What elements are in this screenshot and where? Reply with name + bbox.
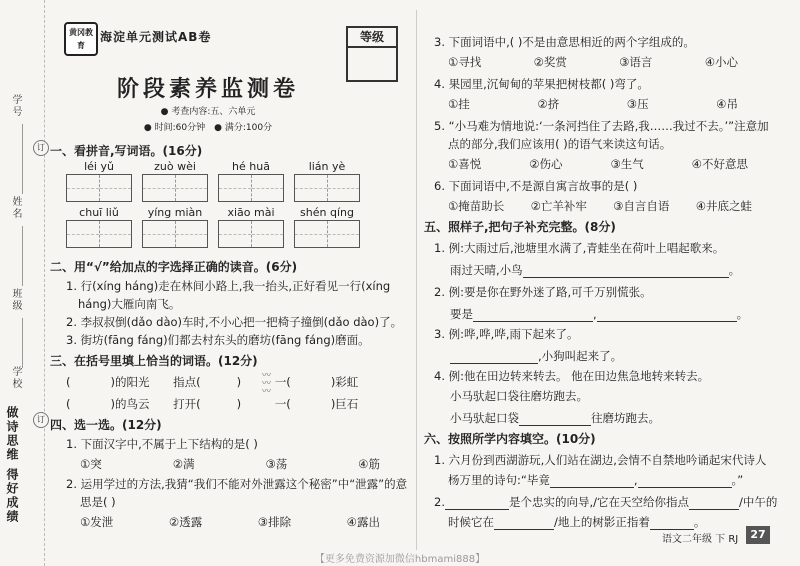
s4-q1-options[interactable]: ①突 ②满 ③荡 ④筋 bbox=[80, 457, 380, 471]
pinyin-item[interactable] bbox=[218, 160, 284, 202]
page-divider bbox=[416, 10, 417, 550]
writing-grid[interactable] bbox=[66, 174, 132, 202]
s2-line-3[interactable]: 2. 李叔叔倒(dǎo dào)车时,不小心把一把椅子撞倒(dǎo dào)了。 bbox=[66, 315, 403, 329]
page-number: 27 bbox=[746, 526, 770, 544]
s5-example-2: 2. 例:要是你在野外迷了路,可千万别慌张。 bbox=[434, 285, 652, 299]
pinyin-item[interactable] bbox=[142, 160, 208, 202]
name-label: 姓名 bbox=[10, 196, 21, 220]
writing-cell[interactable] bbox=[252, 221, 284, 247]
publisher-logo: 黄冈教育 bbox=[64, 22, 98, 56]
name-line[interactable] bbox=[22, 226, 23, 286]
writing-grid[interactable] bbox=[294, 174, 360, 202]
s6-q2-line-1[interactable]: 2. 是个忠实的向导,/它在天空给你指点 /中午的 bbox=[434, 495, 778, 509]
writing-cell[interactable] bbox=[176, 221, 208, 247]
writing-cell[interactable] bbox=[328, 175, 360, 201]
s3-row-1[interactable]: ( )的阳光 指点( ) 一( )彩虹 bbox=[66, 375, 359, 389]
class-line[interactable] bbox=[22, 318, 23, 368]
s5-example-4: 4. 例:他在田边转来转去。 他在田边焦急地转来转去。 bbox=[434, 369, 710, 383]
pinyin-item[interactable] bbox=[294, 160, 360, 202]
writing-cell[interactable] bbox=[100, 221, 132, 247]
writing-grid[interactable] bbox=[142, 174, 208, 202]
q5-stem-2: 点的部分,我们应该用( )的语气来读这句话。 bbox=[448, 137, 672, 151]
series-name: 海淀单元测试AB卷 bbox=[100, 30, 212, 44]
page-title: 阶段素养监测卷 bbox=[116, 77, 299, 102]
series-banner bbox=[58, 20, 348, 54]
s2-line-2[interactable]: háng)大雁向南飞。 bbox=[78, 297, 181, 311]
writing-cell[interactable] bbox=[252, 175, 284, 201]
q4-options[interactable]: ①挂 ②挤 ③压 ④吊 bbox=[448, 97, 738, 111]
exam-scope: ● 考查内容:五、六单元 bbox=[160, 107, 256, 117]
slogan-text: 做诗思维 得好成绩 bbox=[5, 406, 19, 525]
pinyin-text: xiāo mài bbox=[227, 206, 275, 219]
writing-cell[interactable] bbox=[328, 221, 360, 247]
writing-grid[interactable] bbox=[294, 220, 360, 248]
writing-grid[interactable] bbox=[66, 220, 132, 248]
footer-grade: 语文二年级 下 RJ bbox=[662, 534, 739, 545]
watermark-text: 【更多免费资源加微信hbmami888】 bbox=[314, 554, 486, 565]
pinyin-text: lián yè bbox=[308, 160, 346, 173]
s5-example-3: 3. 例:哗,哗,哗,雨下起来了。 bbox=[434, 327, 579, 341]
writing-cell[interactable] bbox=[143, 175, 176, 201]
section-3-heading: 三、在括号里填上恰当的词语。(12分) bbox=[50, 354, 258, 368]
s4-q2-line-1: 2. 运用学过的方法,我猜“我们不能对外泄露这个秘密”中“泄露”的意 bbox=[66, 477, 408, 491]
pinyin-text: léi yǔ bbox=[84, 160, 114, 173]
s6-q1-line-1: 1. 六月份到西湖游玩,人们站在湖边,会情不自禁地吟诵起宋代诗人 bbox=[434, 453, 767, 467]
pinyin-item[interactable] bbox=[218, 206, 284, 248]
s6-q2-line-2[interactable]: 时候它在 /地上的树影正指着 。 bbox=[448, 515, 706, 529]
writing-grid[interactable] bbox=[218, 220, 284, 248]
writing-cell[interactable] bbox=[100, 175, 132, 201]
writing-cell[interactable] bbox=[67, 221, 100, 247]
writing-grid[interactable] bbox=[142, 220, 208, 248]
binding-hole-marker: 订 bbox=[33, 412, 49, 428]
pinyin-item[interactable] bbox=[66, 206, 132, 248]
school-label: 学校 bbox=[10, 366, 21, 390]
section-2-heading: 二、用“√”给加点的字选择正确的读音。(6分) bbox=[50, 260, 298, 274]
q6-stem: 6. 下面词语中,不是源自寓言故事的是( ) bbox=[434, 179, 638, 193]
student-id-label: 学号 bbox=[10, 94, 21, 118]
writing-cell[interactable] bbox=[219, 175, 252, 201]
pinyin-text: shén qíng bbox=[300, 206, 354, 219]
pinyin-text: yíng miàn bbox=[147, 206, 203, 219]
pinyin-text: chuī liǔ bbox=[79, 206, 119, 219]
s4-q2-options[interactable]: ①发泄 ②透露 ③排除 ④露出 bbox=[80, 515, 380, 529]
section-4-heading: 四、选一选。(12分) bbox=[50, 418, 162, 432]
s3-row-2[interactable]: ( )的鸟云 打开( ) 一( )巨石 bbox=[66, 397, 359, 411]
class-label: 班级 bbox=[10, 288, 21, 312]
binding-hole-marker: 订 bbox=[33, 140, 49, 156]
section-6-heading: 六、按照所学内容填空。(10分) bbox=[424, 432, 596, 446]
s5-answer-4[interactable]: 小马驮起口袋 往磨坊跑去。 bbox=[450, 411, 660, 425]
s2-line-1[interactable]: 1. 行(xíng háng)走在林间小路上,我一抬头,正好看见一行(xíng bbox=[66, 279, 391, 293]
writing-cell[interactable] bbox=[176, 175, 208, 201]
pinyin-text: zuò wèi bbox=[154, 160, 196, 173]
writing-cell[interactable] bbox=[219, 221, 252, 247]
s4-q1: 1. 下面汉字中,不属于上下结构的是( ) bbox=[66, 437, 258, 451]
section-5-heading: 五、照样子,把句子补充完整。(8分) bbox=[424, 220, 616, 234]
q6-options[interactable]: ①掩苗助长 ②亡羊补牢 ③自言自语 ④井底之蛙 bbox=[448, 199, 752, 213]
pinyin-item[interactable] bbox=[66, 160, 132, 202]
s4-q2-line-2: 思是( ) bbox=[80, 495, 116, 509]
s2-line-4[interactable]: 3. 街坊(fāng fáng)们都去村东头的磨坊(fāng fáng)磨面。 bbox=[66, 333, 370, 347]
writing-grid[interactable] bbox=[218, 174, 284, 202]
writing-cell[interactable] bbox=[295, 175, 328, 201]
s5-answer-2[interactable]: 要是 , 。 bbox=[450, 307, 749, 321]
q5-stem-1: 5. “小马难为情地说:‘一条河挡住了去路,我……我过不去。’”注意加 bbox=[434, 119, 769, 133]
q3-stem: 3. 下面词语中,( )不是由意思相近的两个字组成的。 bbox=[434, 35, 695, 49]
s5-answer-3[interactable]: ,小狗叫起来了。 bbox=[450, 348, 622, 364]
writing-cell[interactable] bbox=[67, 175, 100, 201]
exam-time-score: ● 时间:60分钟 ● 满分:100分 bbox=[143, 123, 273, 133]
q4-stem: 4. 果园里,沉甸甸的苹果把树枝都( )弯了。 bbox=[434, 77, 649, 91]
s6-q1-line-2[interactable]: 杨万里的诗句:“毕竟 , 。” bbox=[448, 473, 744, 487]
writing-cell[interactable] bbox=[143, 221, 176, 247]
s5-answer-1[interactable]: 雨过天晴,小鸟 。 bbox=[450, 263, 741, 277]
section-1-heading: 一、看拼音,写词语。(16分) bbox=[50, 144, 203, 158]
writing-cell[interactable] bbox=[295, 221, 328, 247]
student-id-line[interactable] bbox=[22, 124, 23, 194]
pinyin-item[interactable] bbox=[294, 206, 360, 248]
wave-marks: 〰 〰 〰 bbox=[262, 371, 272, 397]
pinyin-text: hé huā bbox=[232, 160, 270, 173]
pinyin-item[interactable] bbox=[142, 206, 208, 248]
q5-options[interactable]: ①喜悦 ②伤心 ③生气 ④不好意思 bbox=[448, 157, 748, 171]
q3-options[interactable]: ①寻找 ②奖赏 ③语言 ④小心 bbox=[448, 55, 738, 69]
s5-example-1: 1. 例:大雨过后,池塘里水满了,青蛙坐在荷叶上唱起歌来。 bbox=[434, 241, 725, 255]
s5-given-4: 小马驮起口袋往磨坊跑去。 bbox=[450, 389, 588, 403]
grade-label: 等级 bbox=[348, 28, 396, 48]
